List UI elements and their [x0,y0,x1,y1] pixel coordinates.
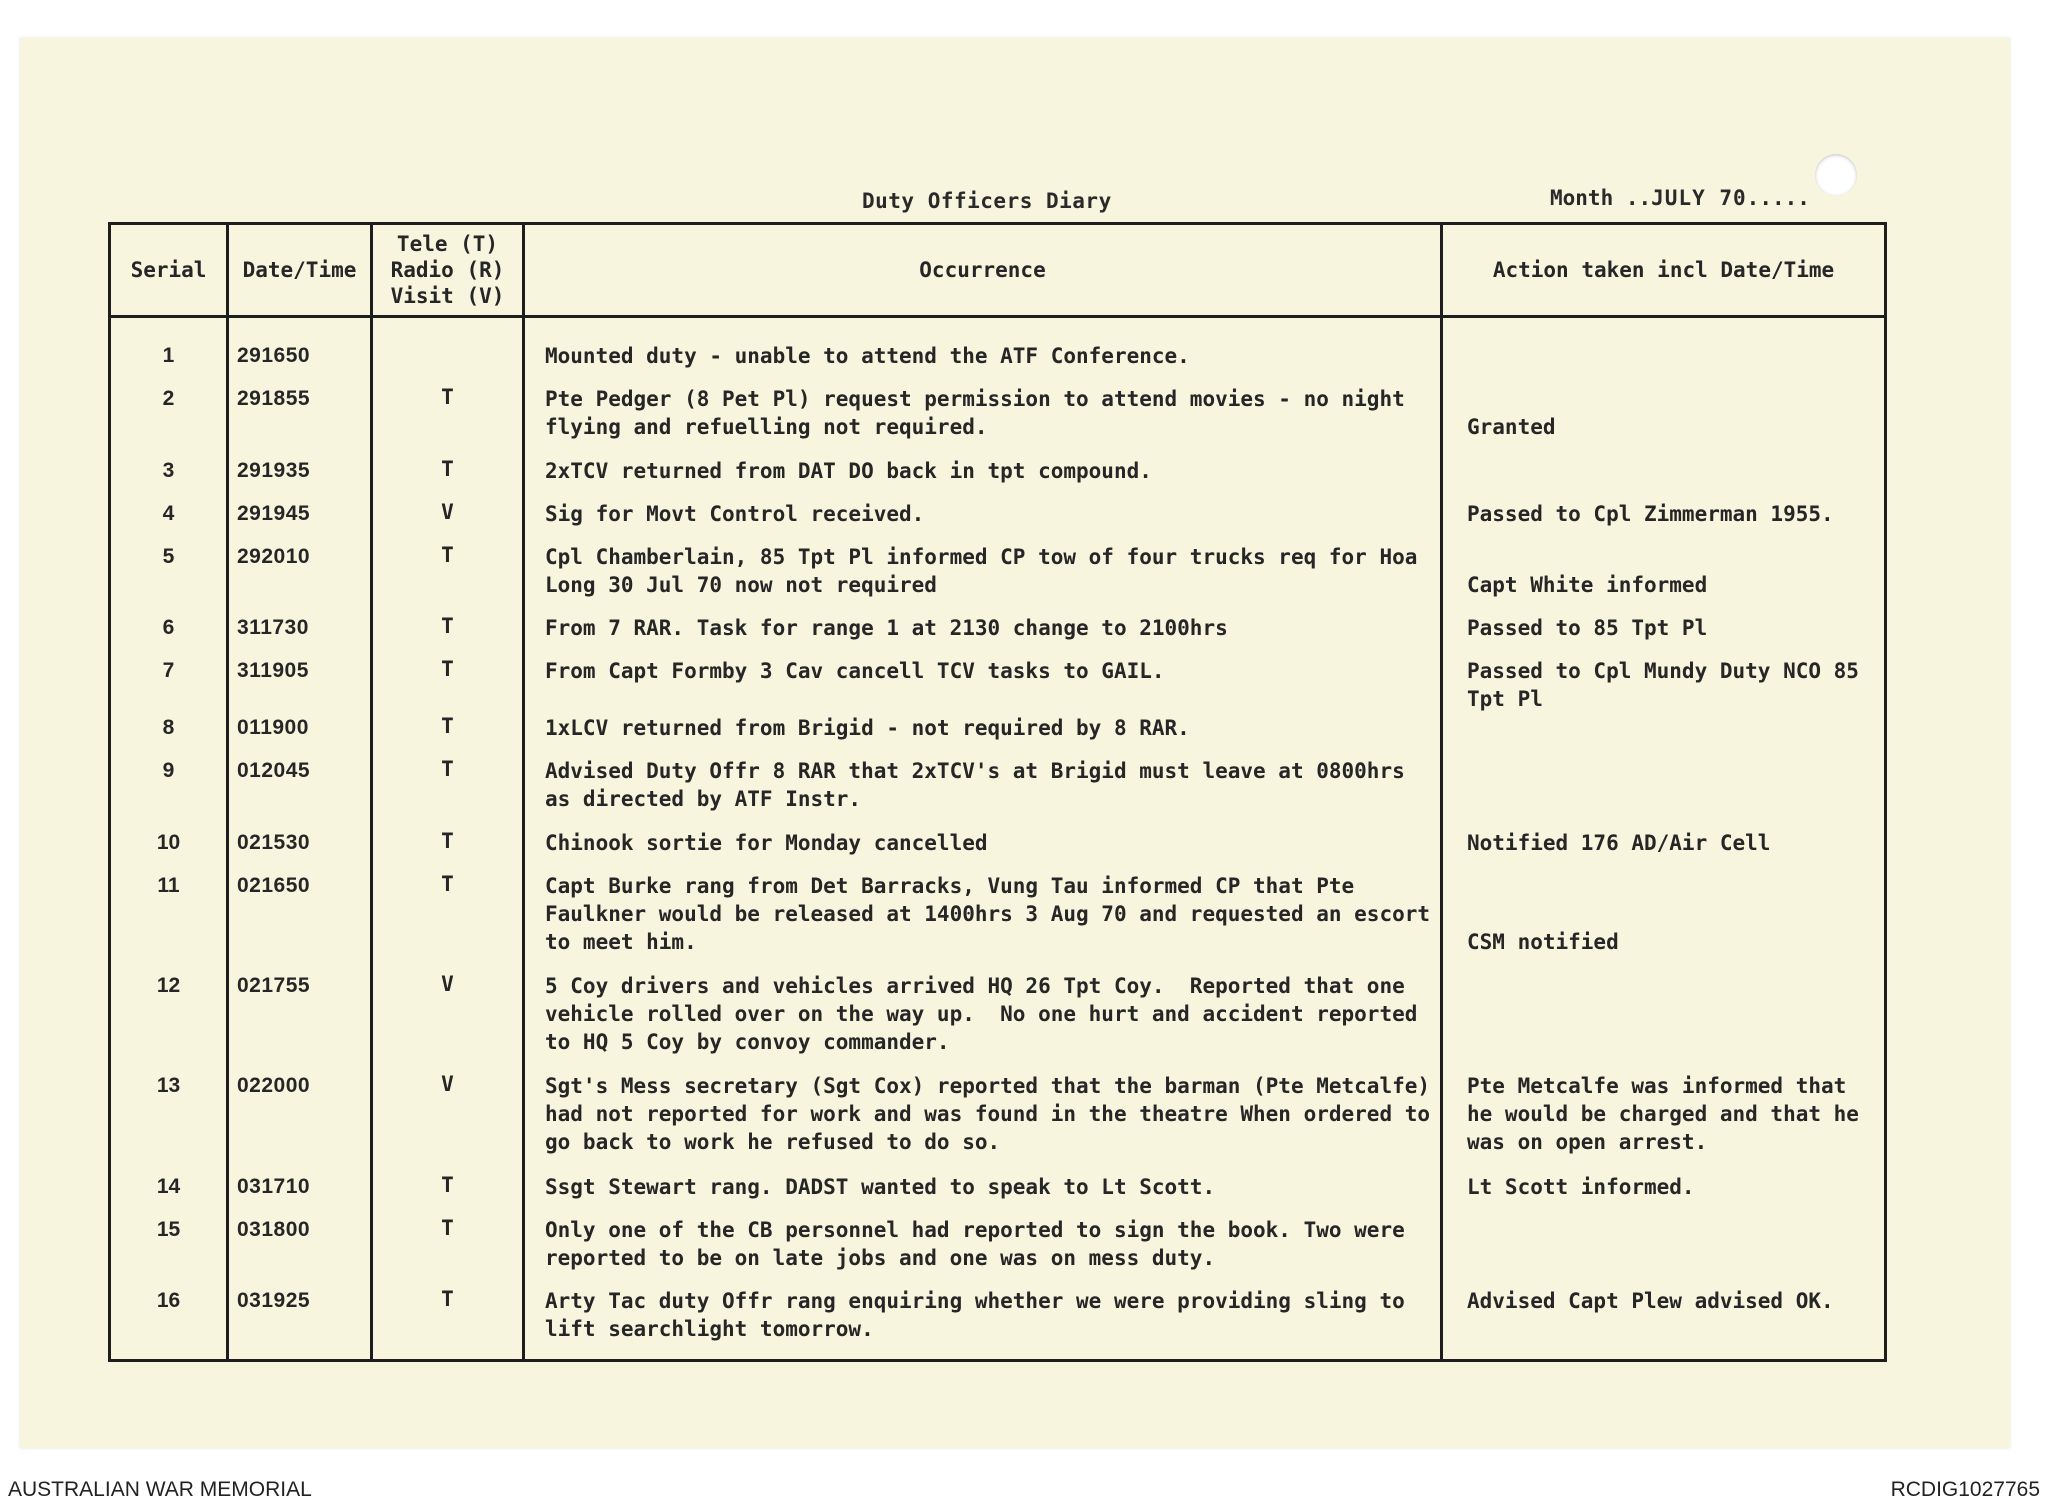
table-row [110,1173,1886,1216]
entry-serial: 4 [110,500,228,543]
diary-table [108,222,1887,1362]
entry-action: Passed to 85 Tpt Pl [1442,614,1886,657]
entry-datetime: 022000 [228,1072,372,1172]
entry-mode: T [372,614,524,657]
footer-source: AUSTRALIAN WAR MEMORIAL [8,1478,312,1501]
entry-occurrence: Capt Burke rang from Det Barracks, Vung Tau informed CP that Pte Faulkner would be released at 1400hrs 3 Aug 70 and requested an escort to meet him. [524,872,1442,972]
month-field [1550,186,1810,210]
entry-serial: 8 [110,714,228,757]
entry-action: Lt Scott informed. [1442,1173,1886,1216]
header-mode-radio: Radio (R) [390,258,505,282]
entry-occurrence: Sgt's Mess secretary (Sgt Cox) reported that the barman (Pte Metcalfe) had not reported for work and was found in the theatre When ordered to go back to work he refused to do so. [524,1072,1442,1172]
table-row [110,1072,1886,1172]
entry-datetime: 291650 [228,342,372,385]
entry-occurrence: Advised Duty Offr 8 RAR that 2xTCV's at Brigid must leave at 0800hrs as directed by ATF Instr. [524,757,1442,829]
header-datetime: Date/Time [228,224,372,317]
entry-action [1442,972,1886,1072]
entry-datetime: 291935 [228,457,372,500]
entry-occurrence: Sig for Movt Control received. [524,500,1442,543]
entry-occurrence: Chinook sortie for Monday cancelled [524,829,1442,872]
entry-mode: T [372,757,524,829]
entry-mode: V [372,1072,524,1172]
entry-serial: 2 [110,385,228,457]
table-row [110,457,1886,500]
entry-occurrence: Mounted duty - unable to attend the ATF Conference. [524,342,1442,385]
entry-datetime: 012045 [228,757,372,829]
entry-mode: V [372,972,524,1072]
punch-hole [1815,154,1857,196]
header-mode-visit: Visit (V) [390,284,505,308]
entry-datetime: 031925 [228,1287,372,1359]
table-row [110,385,1886,457]
entry-datetime: 031800 [228,1216,372,1288]
entry-occurrence: Pte Pedger (8 Pet Pl) request permission to attend movies - no night flying and refuelling not required. [524,385,1442,457]
table-row [110,657,1886,714]
entry-serial: 12 [110,972,228,1072]
entry-serial: 13 [110,1072,228,1172]
entry-mode: T [372,1173,524,1216]
entry-mode: T [372,543,524,615]
entry-serial: 6 [110,614,228,657]
entry-action [1442,457,1886,500]
entry-datetime: 311730 [228,614,372,657]
page-title: Duty Officers Diary [862,189,1112,213]
entry-action: Granted [1442,385,1886,457]
entry-datetime: 291855 [228,385,372,457]
entry-datetime: 031710 [228,1173,372,1216]
entry-datetime: 291945 [228,500,372,543]
table-row [110,500,1886,543]
entry-mode: T [372,657,524,714]
entry-action: Passed to Cpl Zimmerman 1955. [1442,500,1886,543]
spacer-row [110,317,1886,343]
entry-mode: T [372,714,524,757]
footer-id: RCDIG1027765 [1890,1478,2040,1501]
entry-serial: 14 [110,1173,228,1216]
entry-occurrence: Only one of the CB personnel had reported to sign the book. Two were reported to be on late jobs and one was on mess duty. [524,1216,1442,1288]
header-serial: Serial [110,224,228,317]
entry-action [1442,1216,1886,1288]
entry-action: Pte Metcalfe was informed that he would be charged and that he was on open arrest. [1442,1072,1886,1172]
table-row [110,543,1886,615]
entry-serial: 15 [110,1216,228,1288]
header-occurrence: Occurrence [524,224,1442,317]
entry-action: Passed to Cpl Mundy Duty NCO 85 Tpt Pl [1442,657,1886,714]
entry-serial: 16 [110,1287,228,1359]
table-body [110,317,1886,1361]
entry-datetime: 021755 [228,972,372,1072]
entry-occurrence: 2xTCV returned from DAT DO back in tpt compound. [524,457,1442,500]
entry-occurrence: From Capt Formby 3 Cav cancell TCV tasks to GAIL. [524,657,1442,714]
entry-datetime: 011900 [228,714,372,757]
table-row [110,972,1886,1072]
entry-mode [372,342,524,385]
entry-datetime: 311905 [228,657,372,714]
entry-datetime: 021650 [228,872,372,972]
table-row [110,872,1886,972]
entry-occurrence: Cpl Chamberlain, 85 Tpt Pl informed CP tow of four trucks req for Hoa Long 30 Jul 70 now not required [524,543,1442,615]
month-value: JULY 70 [1651,186,1747,210]
header-mode-tele: Tele (T) [396,232,499,256]
entry-mode: T [372,872,524,972]
month-label: Month .. [1550,186,1652,210]
table-row [110,829,1886,872]
entry-occurrence: 1xLCV returned from Brigid - not required by 8 RAR. [524,714,1442,757]
table-row [110,714,1886,757]
entry-mode: T [372,385,524,457]
table-row [110,342,1886,385]
entry-datetime: 292010 [228,543,372,615]
entry-occurrence: From 7 RAR. Task for range 1 at 2130 change to 2100hrs [524,614,1442,657]
header-mode [372,224,524,317]
entry-action [1442,342,1886,385]
table-row [110,757,1886,829]
entry-serial: 7 [110,657,228,714]
entry-datetime: 021530 [228,829,372,872]
entry-action: Notified 176 AD/Air Cell [1442,829,1886,872]
entry-action: Advised Capt Plew advised OK. [1442,1287,1886,1359]
entry-occurrence: Arty Tac duty Offr rang enquiring whether we were providing sling to lift searchlight tomorrow. [524,1287,1442,1359]
entry-action: CSM notified [1442,872,1886,972]
table-row [110,1216,1886,1288]
header-action: Action taken incl Date/Time [1442,224,1886,317]
entry-serial: 1 [110,342,228,385]
entry-serial: 11 [110,872,228,972]
month-trail: ..... [1746,186,1810,210]
entry-action [1442,714,1886,757]
table-header-row [110,224,1886,317]
entry-serial: 10 [110,829,228,872]
entry-mode: T [372,1287,524,1359]
entry-serial: 3 [110,457,228,500]
entry-mode: T [372,1216,524,1288]
entry-serial: 5 [110,543,228,615]
entry-occurrence: Ssgt Stewart rang. DADST wanted to speak to Lt Scott. [524,1173,1442,1216]
filler-row [110,1359,1886,1361]
entry-mode: T [372,829,524,872]
table-row [110,614,1886,657]
entry-mode: T [372,457,524,500]
entry-mode: V [372,500,524,543]
entry-serial: 9 [110,757,228,829]
entry-action: Capt White informed [1442,543,1886,615]
table-row [110,1287,1886,1359]
entry-action [1442,757,1886,829]
entry-occurrence: 5 Coy drivers and vehicles arrived HQ 26 Tpt Coy. Reported that one vehicle rolled over on the way up. No one hurt and accident reported to HQ 5 Coy by convoy commander. [524,972,1442,1072]
